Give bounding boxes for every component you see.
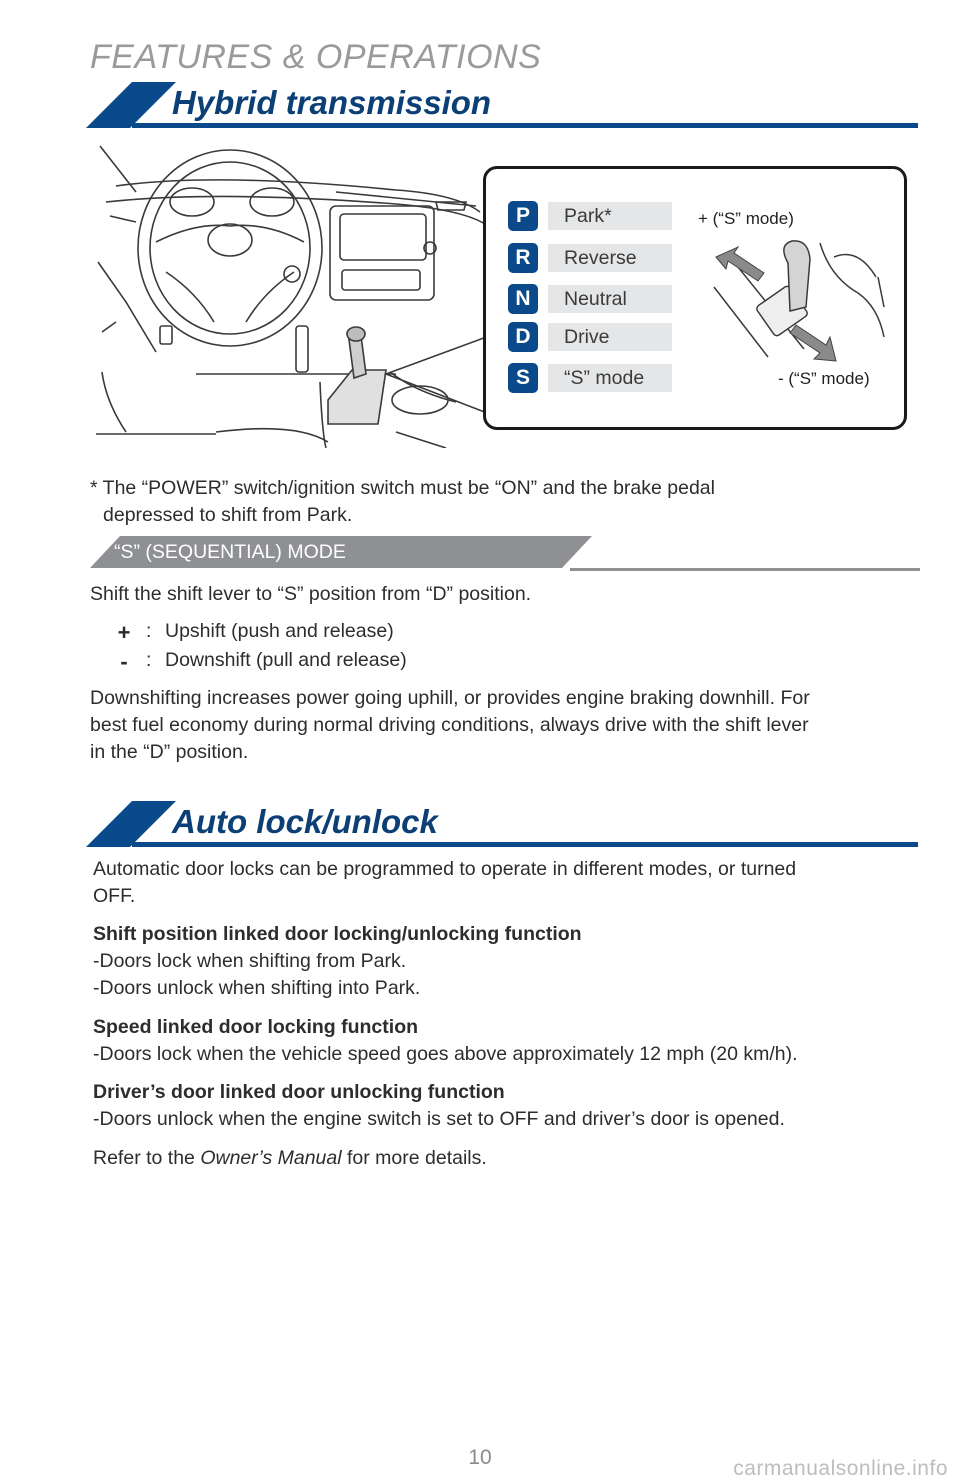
auto-lock-header (86, 801, 918, 847)
plus-s-mode-label: + (“S” mode) (698, 209, 794, 228)
auto-lock-heading: Auto lock/unlock (172, 803, 438, 840)
gear-badge-d: D (508, 322, 538, 352)
intro-line: OFF. (93, 885, 136, 907)
function-line: -Doors lock when shifting from Park. (93, 950, 407, 972)
shift-positions-callout (483, 166, 907, 430)
header-rule (132, 842, 918, 847)
hybrid-transmission-header (86, 82, 918, 128)
shift-lever-drawing (708, 237, 888, 367)
downshift-text: Downshift (pull and release) (165, 649, 407, 671)
speed-linked-function (93, 1014, 798, 1068)
s-mode-banner (90, 536, 920, 572)
header-rule (132, 123, 918, 128)
gear-badge-r: R (508, 243, 538, 273)
plus-symbol: + (117, 620, 131, 645)
gear-badge-s: S (508, 363, 538, 393)
gear-label-neutral: Neutral (548, 285, 672, 313)
function-line: -Doors unlock when shifting into Park. (93, 977, 421, 999)
function-line: -Doors lock when the vehicle speed goes above approximately 12 mph (20 km/h). (93, 1043, 798, 1065)
downshift-colon: : (146, 649, 152, 671)
minus-symbol: - (120, 649, 128, 674)
upshift-text: Upshift (push and release) (165, 620, 394, 642)
auto-lock-intro (93, 856, 796, 910)
park-footnote-line1: * The “POWER” switch/ignition switch must be “ON” and the brake pedal (90, 477, 715, 499)
refer-prefix: Refer to the (93, 1147, 201, 1169)
downshift-paragraph (90, 685, 810, 766)
shift-linked-function (93, 921, 582, 1002)
function-line: -Doors unlock when the engine switch is set to OFF and driver’s door is opened. (93, 1108, 785, 1130)
gear-badge-n: N (508, 284, 538, 314)
dashboard-drawing (96, 142, 516, 448)
refer-suffix: for more details. (341, 1147, 487, 1169)
gear-label-reverse: Reverse (548, 244, 672, 272)
header-tab-shape (86, 801, 176, 847)
section-title: FEATURES & OPERATIONS (90, 38, 542, 76)
upshift-colon: : (146, 620, 152, 642)
park-footnote-line2: depressed to shift from Park. (103, 504, 353, 526)
paragraph-line: Downshifting increases power going uphill, or provides engine braking downhill. For (90, 687, 810, 709)
gear-label-s-mode: “S” mode (548, 364, 672, 392)
hybrid-transmission-heading: Hybrid transmission (172, 84, 492, 121)
function-title: Speed linked door locking function (93, 1016, 419, 1038)
gear-label-park: Park* (548, 202, 672, 230)
gear-label-drive: Drive (548, 323, 672, 351)
page-number: 10 (468, 1446, 492, 1469)
paragraph-line: in the “D” position. (90, 741, 249, 763)
driver-door-linked-function (93, 1079, 785, 1133)
owners-manual-title: Owner’s Manual (200, 1147, 342, 1169)
minus-s-mode-label: - (“S” mode) (778, 369, 870, 388)
intro-line: Automatic door locks can be programmed to operate in different modes, or turned (93, 858, 797, 880)
gear-badge-p: P (508, 201, 538, 231)
refer-to-manual (93, 1145, 487, 1172)
header-tab-shape (86, 82, 176, 128)
paragraph-line: best fuel economy during normal driving conditions, always drive with the shift lever (90, 714, 809, 736)
function-title: Driver’s door linked door unlocking function (93, 1081, 505, 1103)
function-title: Shift position linked door locking/unlocking function (93, 923, 582, 945)
s-mode-banner-text: “S” (SEQUENTIAL) MODE (114, 541, 346, 563)
shift-instruction: Shift the shift lever to “S” position from “D” position. (90, 583, 532, 605)
watermark: carmanualsonline.info (733, 1457, 948, 1480)
